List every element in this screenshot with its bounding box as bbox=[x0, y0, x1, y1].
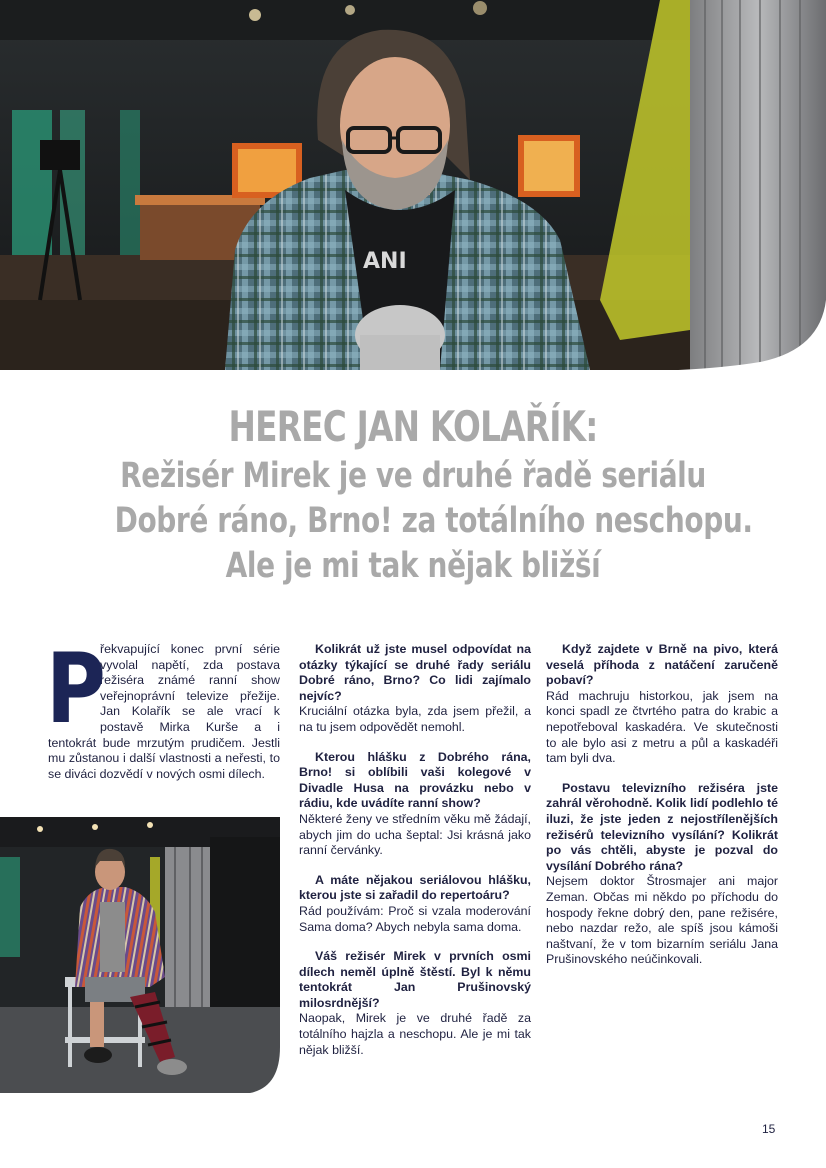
headline-subtitle-line3: Ale je mi tak nějak bližší bbox=[225, 546, 601, 586]
qa-block bbox=[546, 781, 778, 968]
headline-title: HEREC JAN KOLAŘÍK: bbox=[228, 402, 598, 451]
secondary-photo-illustration bbox=[0, 817, 280, 1093]
question: Váš režisér Mirek v prvních osmi dílech neměl úplně štěstí. Byl k němu tentokrát Jan Prušinovský milosrdnější? bbox=[299, 949, 531, 1010]
article-headline bbox=[40, 400, 786, 589]
qa-block bbox=[299, 642, 531, 736]
headline-subtitle-line1: Režisér Mirek je ve druhé řadě seriálu bbox=[120, 456, 706, 496]
qa-block bbox=[299, 949, 531, 1058]
question: Postavu televizního režiséra jste zahrál věrohodně. Kolik lidí podlehlo té iluzi, že jste jeden z nejostřílenějších režisérů televizního vysílání? Kolikrát po vás chtěli, abyste je pozval do vysílání Dobrého rána? bbox=[546, 780, 778, 873]
column-1 bbox=[46, 633, 280, 782]
column-3 bbox=[546, 642, 778, 982]
question: Kolikrát už jste musel odpovídat na otázky týkající se druhé řady seriálu Dobré ráno, Brno? Co lidi zajímalo nejvíc? bbox=[299, 642, 531, 703]
intro-paragraph: řekvapující konec první série vyvolal napětí, zda postava režiséra známé ranní show veřejnoprávní televize přežije. Jan Kolařík se ale vrací k postavě Mirka Kurše a i tentokrát bude mrzutým prudičem. Jestli mu zůstanou i další vlastnosti a neřesti, to se diváci dozvědí v nových osmi dílech. bbox=[48, 642, 280, 781]
answer: Naopak, Mirek je ve druhé řadě za totálního hajzla a neschopu. Ale je mi tak nějak bližší. bbox=[299, 1011, 531, 1057]
column-2 bbox=[299, 642, 531, 1072]
hero-photo-illustration bbox=[0, 0, 826, 370]
question: A máte nějakou seriálovou hlášku, kterou jste si zařadil do repertoáru? bbox=[299, 872, 531, 903]
headline-subtitle-line2: Dobré ráno, Brno! za totálního neschopu. bbox=[114, 501, 753, 541]
qa-block bbox=[546, 642, 778, 767]
qa-block bbox=[299, 750, 531, 859]
page-number: 15 bbox=[762, 1122, 776, 1136]
question: Kterou hlášku z Dobrého rána, Brno! si oblíbili vaši kolegové v Divadle Husa na provázku nebo v rádiu, kde uvádíte ranní show? bbox=[299, 749, 531, 811]
drop-cap: P bbox=[46, 633, 106, 745]
answer: Rád machruju historkou, jak jsem na konci spadl ze čtvrtého patra do krabic a nepotřeboval kaskadéra. Ve skutečnosti to ale bylo asi z metru a půl a kaskadéři tam byli dva. bbox=[546, 688, 778, 766]
answer: Nejsem doktor Štrosmajer ani major Zeman. Občas mi někdo po příchodu do hospody řekne dobrý den, pane režisére, nebo nazdar režo, ale spíš jsou kámoši naštvaní, že v tom bizarním seriálu Jana Prušinovského neúčinkovali. bbox=[546, 874, 778, 967]
answer: Kruciální otázka byla, zda jsem přežil, a na tu jsem odpovědět nemohl. bbox=[299, 704, 531, 734]
answer: Některé ženy ve středním věku mě žádají, abych jim do ucha šeptal: Jsi krásná jako ranní červánky. bbox=[299, 811, 531, 858]
answer: Rád používám: Proč si vzala moderování Sama doma? Abych nebyla sama doma. bbox=[299, 903, 531, 934]
secondary-photo bbox=[0, 817, 280, 1093]
question: Když zajdete v Brně na pivo, která veselá příhoda z natáčení zaručeně pobaví? bbox=[546, 642, 778, 688]
hero-photo bbox=[0, 0, 826, 370]
qa-block bbox=[299, 873, 531, 935]
svg-text:ANI: ANI bbox=[363, 249, 407, 274]
